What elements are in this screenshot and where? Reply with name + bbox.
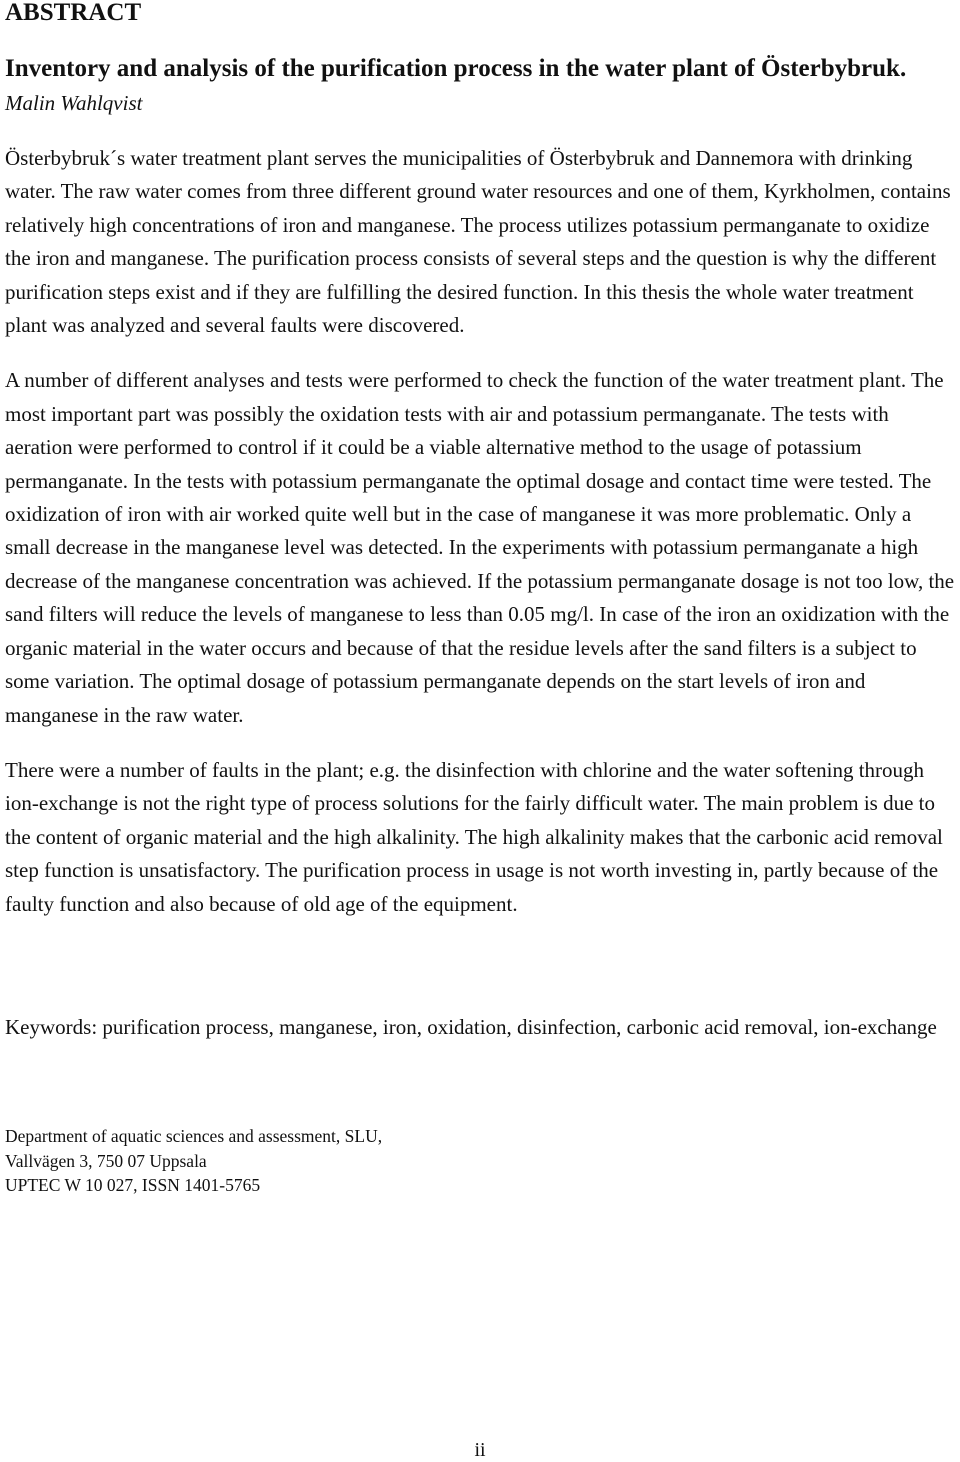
- abstract-paragraph-1: Österbybruk´s water treatment plant serves the municipalities of Österbybruk and Dannemora with drinking water. The raw water comes from three different ground water resources and one of them, Kyrkholmen, contains relatively high concentrations of iron and manganese. The process utilizes potassium permanganate to oxidize the iron and manganese. The purification process consists of several steps and the question is why the different purification steps exist and if they are fulfilling the desired function. In this thesis the whole water treatment plant was analyzed and several faults were discovered.: [5, 146, 951, 338]
- section-heading: ABSTRACT: [5, 0, 142, 26]
- keywords: Keywords: purification process, manganese, iron, oxidation, disinfection, carbonic acid removal, ion-exchange: [5, 1014, 937, 1039]
- abstract-paragraph-2: A number of different analyses and tests were performed to check the function of the water treatment plant. The most important part was possibly the oxidation tests with air and potassium permanganate. The tests with aeration were performed to control if it could be a viable alternative method to the usage of potassium permanganate. In the tests with potassium permanganate the optimal dosage and contact time were tested. The oxidization of iron with air worked quite well but in the case of manganese it was more problematic. Only a small decrease in the manganese level was detected. In the experiments with potassium permanganate a high decrease of the manganese concentration was achieved. If the potassium permanganate dosage is not too low, the sand filters will reduce the levels of manganese to less than 0.05 mg/l. In case of the iron an oxidization with the organic material in the water occurs and because of that the residue levels after the sand filters is a subject to some variation. The optimal dosage of potassium permanganate depends on the start levels of iron and manganese in the raw water.: [5, 368, 955, 727]
- abstract-paragraph-3: There were a number of faults in the plant; e.g. the disinfection with chlorine and the water softening through ion-exchange is not the right type of process solutions for the fairly difficult water. The main problem is due to the content of organic material and the high alkalinity. The high alkalinity makes that the carbonic acid removal step function is unsatisfactory. The purification process in usage is not worth investing in, partly because of the faulty function and also because of old age of the equipment.: [5, 757, 943, 916]
- author-name: Malin Wahlqvist: [5, 91, 143, 115]
- abstract-page: [5, 0, 957, 1198]
- address-line-street: Vallvägen 3, 750 07 Uppsala: [5, 1150, 207, 1171]
- thesis-title: Inventory and analysis of the purification process in the water plant of Österbybruk.: [5, 55, 907, 82]
- address-line-department: Department of aquatic sciences and assessment, SLU,: [5, 1126, 383, 1147]
- department-address: [5, 1124, 957, 1198]
- address-line-report-number: UPTEC W 10 027, ISSN 1401-5765: [5, 1175, 261, 1196]
- page-number: ii: [474, 1439, 486, 1461]
